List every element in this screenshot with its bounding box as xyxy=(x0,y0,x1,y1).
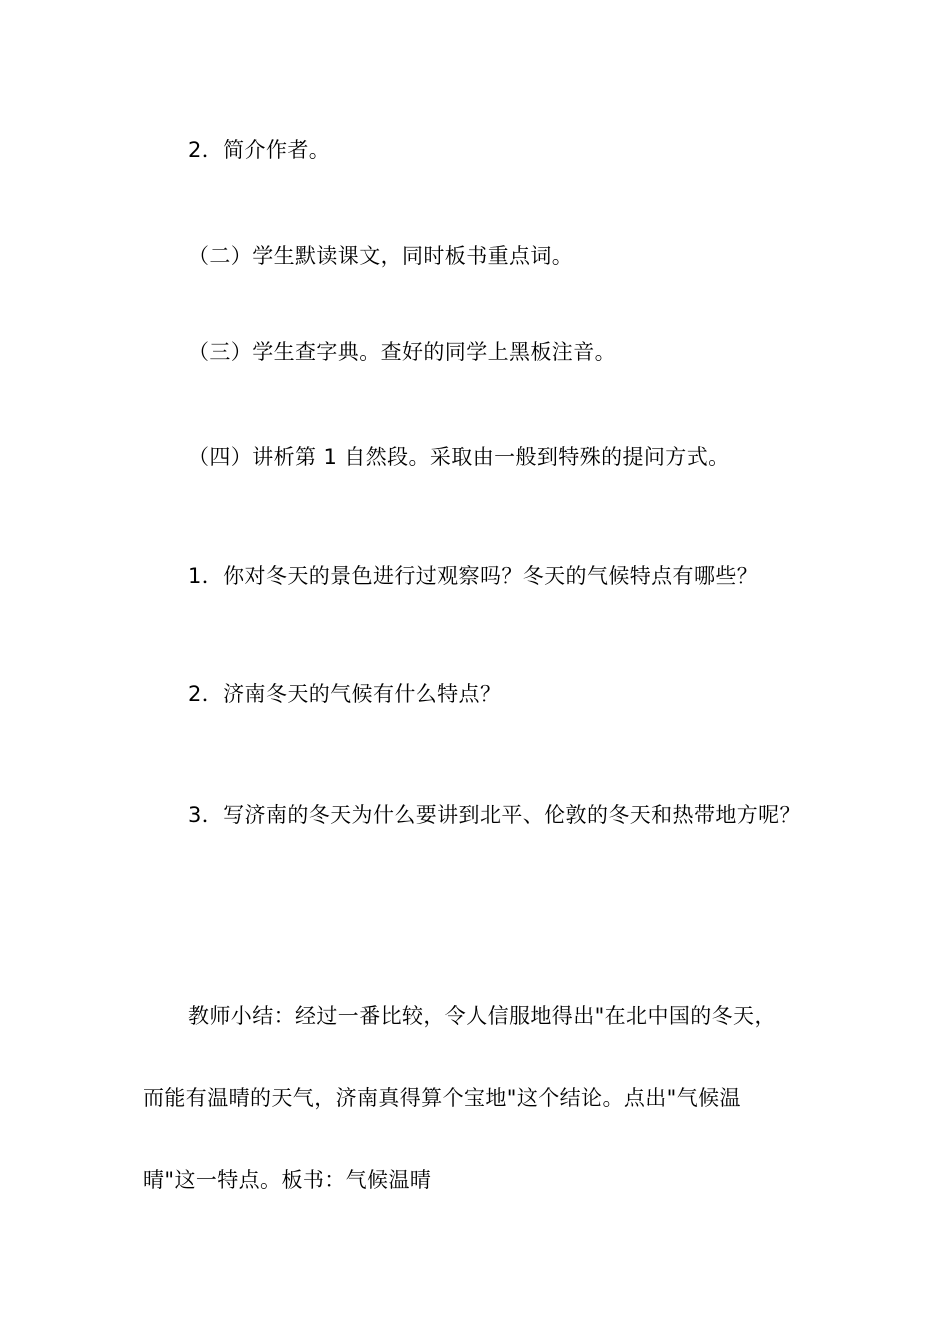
item-introduce-author: 2．简介作者。 xyxy=(188,138,331,162)
question-1: 1．你对冬天的景色进行过观察吗？冬天的气候特点有哪些？ xyxy=(188,564,759,588)
question-2: 2．济南冬天的气候有什么特点？ xyxy=(188,682,502,706)
step-analyze-paragraph: （四）讲析第 1 自然段。采取由一般到特殊的提问方式。 xyxy=(188,445,730,469)
teacher-summary-line-2: 而能有温晴的天气，济南真得算个宝地"这个结论。点出"气候温 xyxy=(143,1086,741,1110)
step-silent-reading: （二）学生默读课文，同时板书重点词。 xyxy=(188,244,574,268)
step-dictionary: （三）学生查字典。查好的同学上黑板注音。 xyxy=(188,340,616,364)
question-3: 3．写济南的冬天为什么要讲到北平、伦敦的冬天和热带地方呢？ xyxy=(188,803,801,827)
teacher-summary-line-3: 晴"这一特点。板书：气候温晴 xyxy=(143,1168,432,1192)
teacher-summary-line-1: 教师小结：经过一番比较，令人信服地得出"在北中国的冬天， xyxy=(188,1004,776,1028)
